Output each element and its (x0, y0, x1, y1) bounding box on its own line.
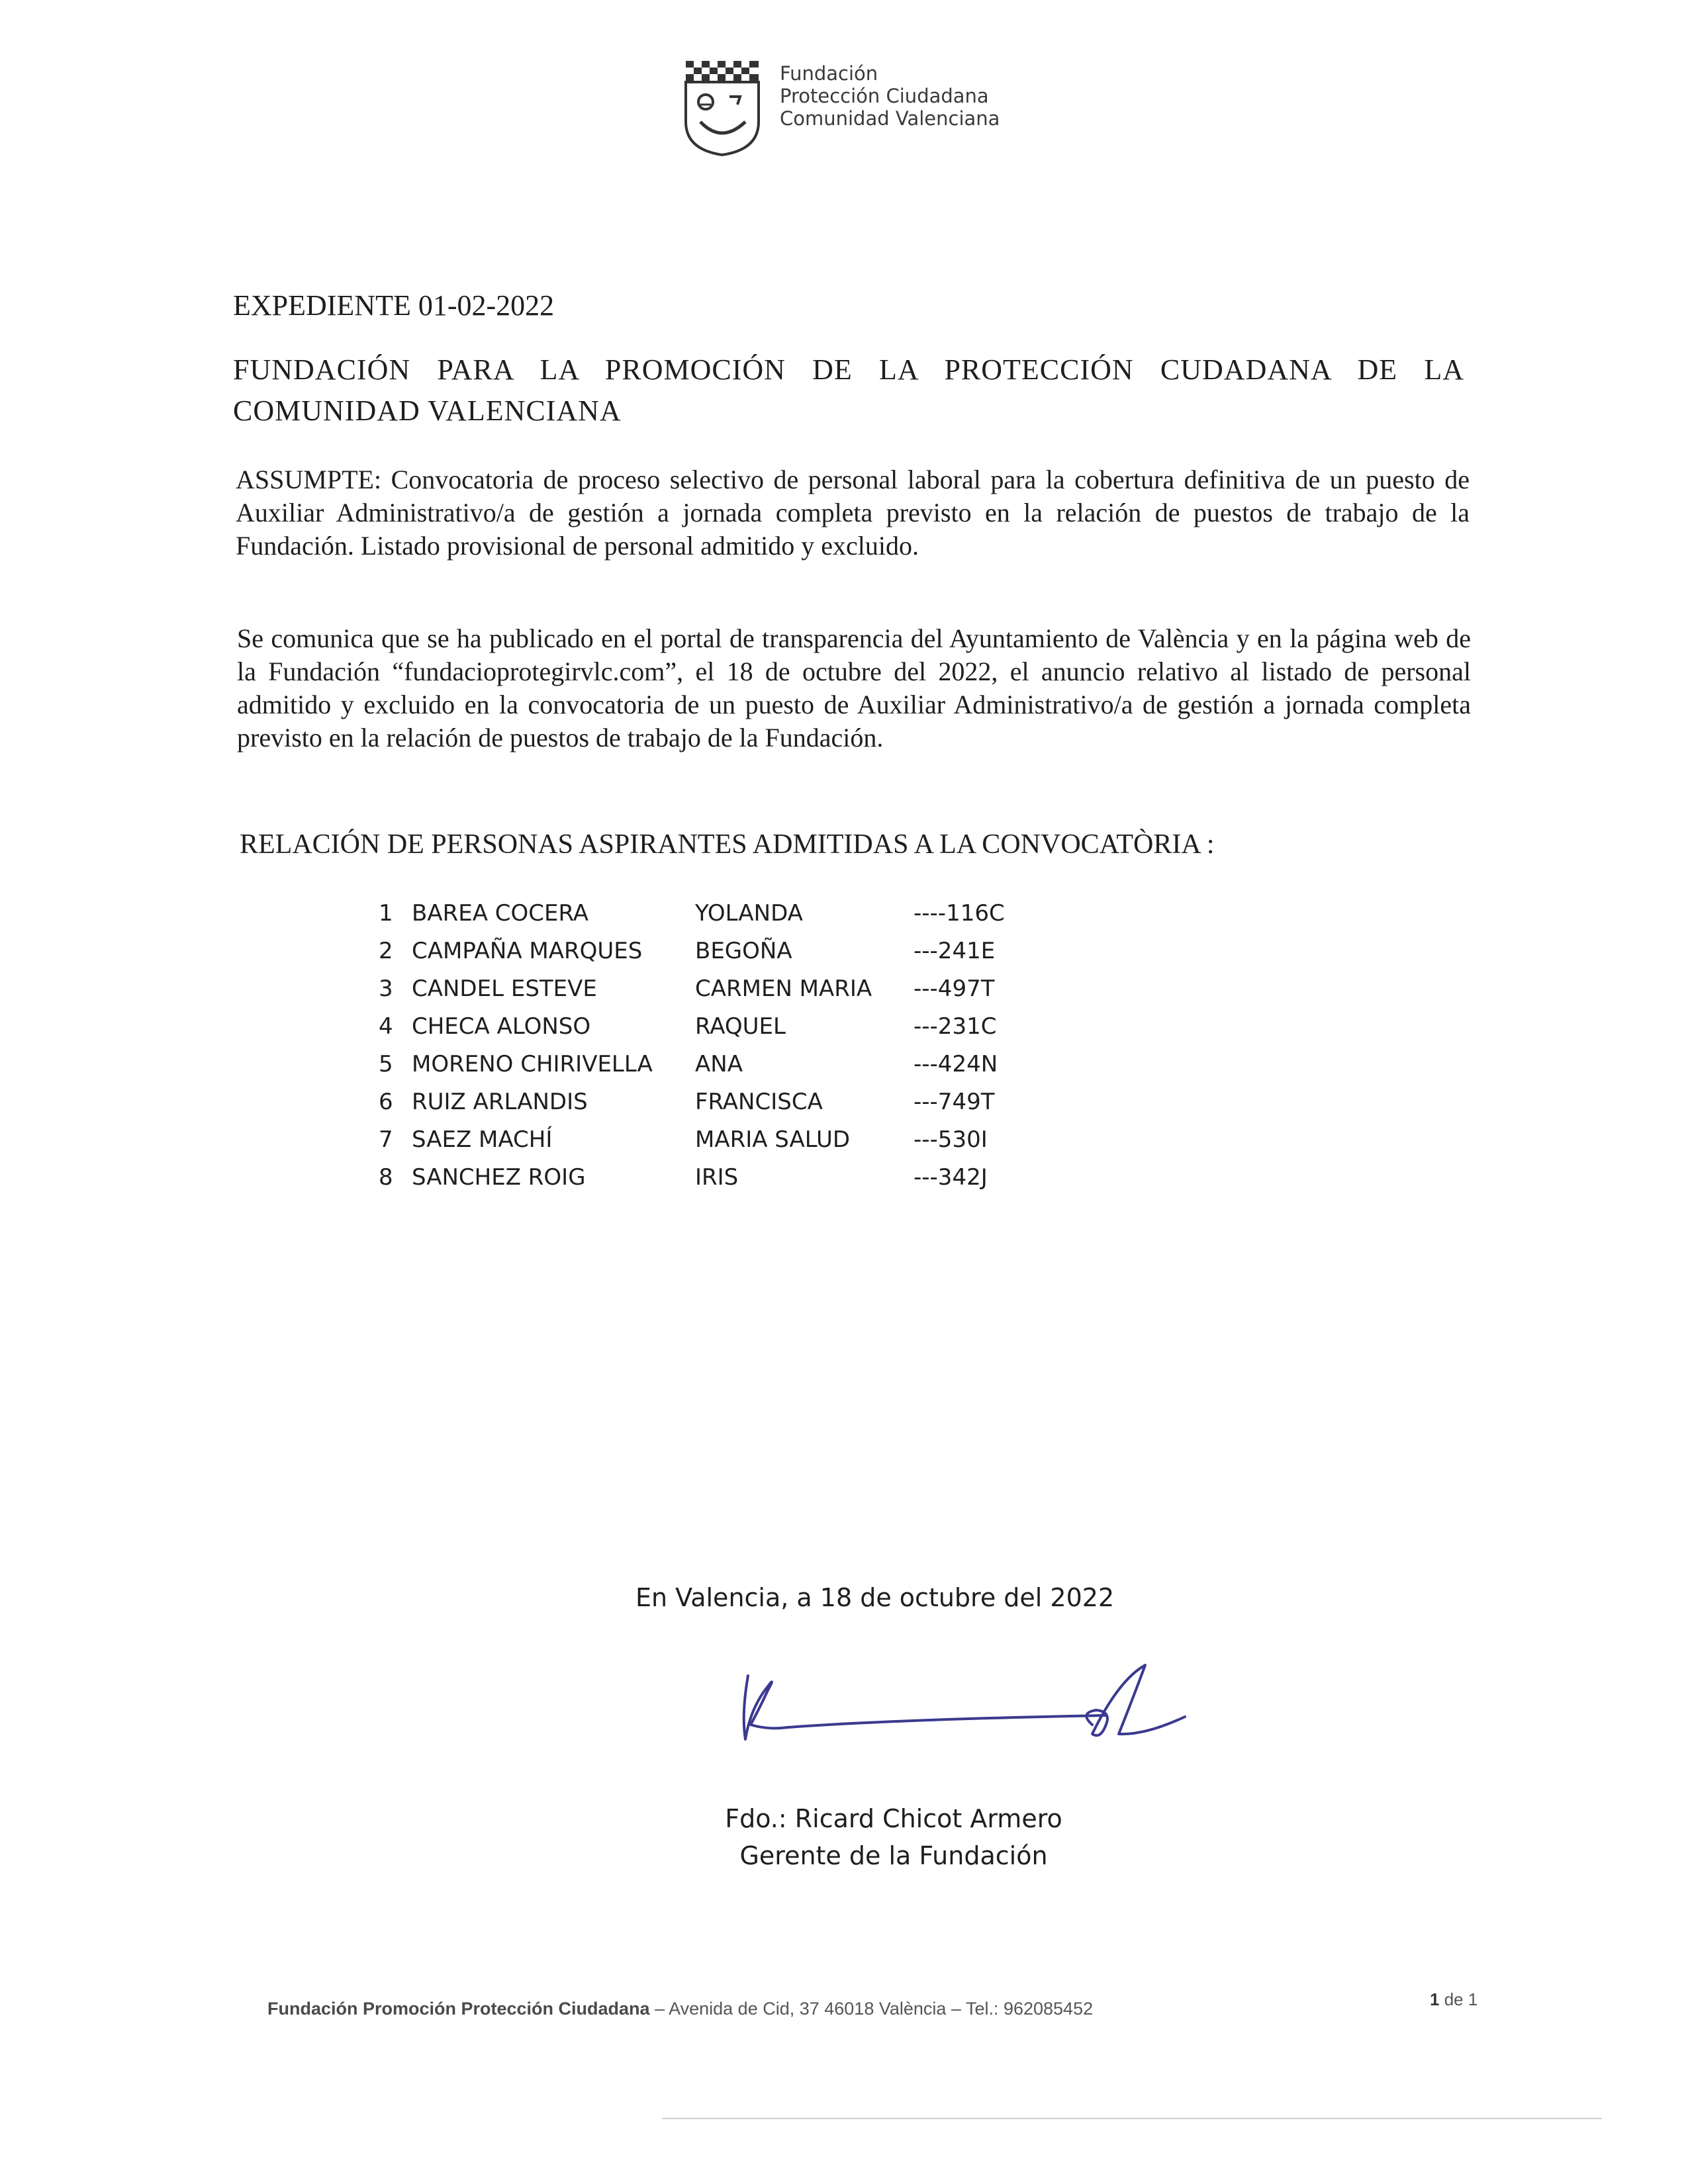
list-item-surname: SAEZ MACHÍ (412, 1126, 553, 1153)
foundation-logo-text (780, 62, 1000, 130)
list-item (379, 1051, 1107, 1089)
list-item (379, 976, 1107, 1013)
foundation-logo (682, 58, 1026, 164)
place-and-date: En Valencia, a 18 de octubre del 2022 (635, 1583, 1115, 1612)
footer-org: Fundación Promoción Protección Ciudadana (267, 1999, 650, 2019)
admitted-list (379, 900, 1107, 1202)
list-item-name: RAQUEL (695, 1013, 786, 1040)
list-item-id: ----116C (914, 900, 1005, 927)
list-item (379, 1164, 1107, 1202)
admitted-list-heading: RELACIÓN DE PERSONAS ASPIRANTES ADMITIDAS A LA CONVOCATÒRIA : (240, 829, 1215, 860)
handwritten-signature (722, 1661, 1198, 1760)
list-item-name: MARIA SALUD (695, 1126, 851, 1153)
list-item-name: BEGOÑA (695, 938, 792, 964)
scan-edge-line (662, 2118, 1602, 2119)
list-item-id: ---424N (914, 1051, 998, 1077)
signer-name: Fdo.: Ricard Chicot Armero (725, 1804, 1062, 1833)
list-item-id: ---342J (914, 1164, 988, 1191)
list-item-surname: CANDEL ESTEVE (412, 976, 597, 1002)
list-item-number: 2 (379, 938, 393, 964)
signer-block (662, 1800, 1125, 1874)
list-item-surname: MORENO CHIRIVELLA (412, 1051, 653, 1077)
document-title: FUNDACIÓN PARA LA PROMOCIÓN DE LA PROTECCIÓN CUDADANA DE LA COMUNIDAD VALENCIANA (233, 353, 1464, 427)
page-number-current: 1 (1430, 1989, 1440, 2009)
page-number-total: de 1 (1439, 1989, 1478, 2009)
list-item-number: 1 (379, 900, 393, 927)
list-item-number: 5 (379, 1051, 393, 1077)
list-item-surname: BAREA COCERA (412, 900, 588, 927)
page-number (1430, 1989, 1477, 2010)
list-item (379, 1126, 1107, 1164)
list-item-number: 6 (379, 1089, 393, 1115)
list-item-surname: RUIZ ARLANDIS (412, 1089, 588, 1115)
list-item-name: IRIS (695, 1164, 739, 1191)
shield-emblem-icon (682, 58, 763, 158)
list-item-id: ---530I (914, 1126, 988, 1153)
list-item-id: ---241E (914, 938, 996, 964)
list-item-surname: CAMPAÑA MARQUES (412, 938, 643, 964)
list-item-surname: SANCHEZ ROIG (412, 1164, 586, 1191)
list-item (379, 1013, 1107, 1051)
list-item-id: ---497T (914, 976, 995, 1002)
list-item-name: ANA (695, 1051, 743, 1077)
list-item-id: ---231C (914, 1013, 997, 1040)
assumpte-text: Convocatoria de proceso selectivo de personal laboral para la cobertura definitiva de un puesto de Auxiliar Administrativo/a de gestión a jornada completa previsto en la relación de puestos de trabajo de la Fundación. Listado provisional de personal admitido y excluido. (236, 465, 1470, 561)
list-item-name: FRANCISCA (695, 1089, 823, 1115)
logo-line-2: Protección Ciudadana (780, 85, 989, 107)
list-item-number: 7 (379, 1126, 393, 1153)
list-item-number: 3 (379, 976, 393, 1002)
comunica-paragraph: Se comunica que se ha publicado en el portal de transparencia del Ayuntamiento de València y en la página web de la Fundación “fundacioprotegirvlc.com”, el 18 de octubre del 2022, el anuncio relativo al listado de personal admitido y excluido en la convocatoria de un puesto de Auxiliar Administrativo/a de gestión a jornada completa previsto en la relación de puestos de trabajo de la Fundación. (237, 623, 1471, 752)
list-item-id: ---749T (914, 1089, 995, 1115)
list-item (379, 900, 1107, 938)
list-item-name: CARMEN MARIA (695, 976, 872, 1002)
assumpte-paragraph (236, 463, 1470, 563)
list-item (379, 1089, 1107, 1126)
list-item-surname: CHECA ALONSO (412, 1013, 591, 1040)
expediente-number: EXPEDIENTE 01-02-2022 (233, 289, 555, 322)
footer-address: – Avenida de Cid, 37 46018 València – Tel.: 962085452 (649, 1999, 1094, 2019)
page-footer (267, 1999, 1499, 2019)
assumpte-label: ASSUMPTE: (236, 465, 382, 494)
logo-line-3: Comunidad Valenciana (780, 107, 1000, 130)
list-item (379, 938, 1107, 976)
list-item-number: 4 (379, 1013, 393, 1040)
list-item-number: 8 (379, 1164, 393, 1191)
signer-role: Gerente de la Fundación (739, 1841, 1048, 1870)
logo-line-1: Fundación (780, 62, 878, 85)
list-item-name: YOLANDA (695, 900, 803, 927)
